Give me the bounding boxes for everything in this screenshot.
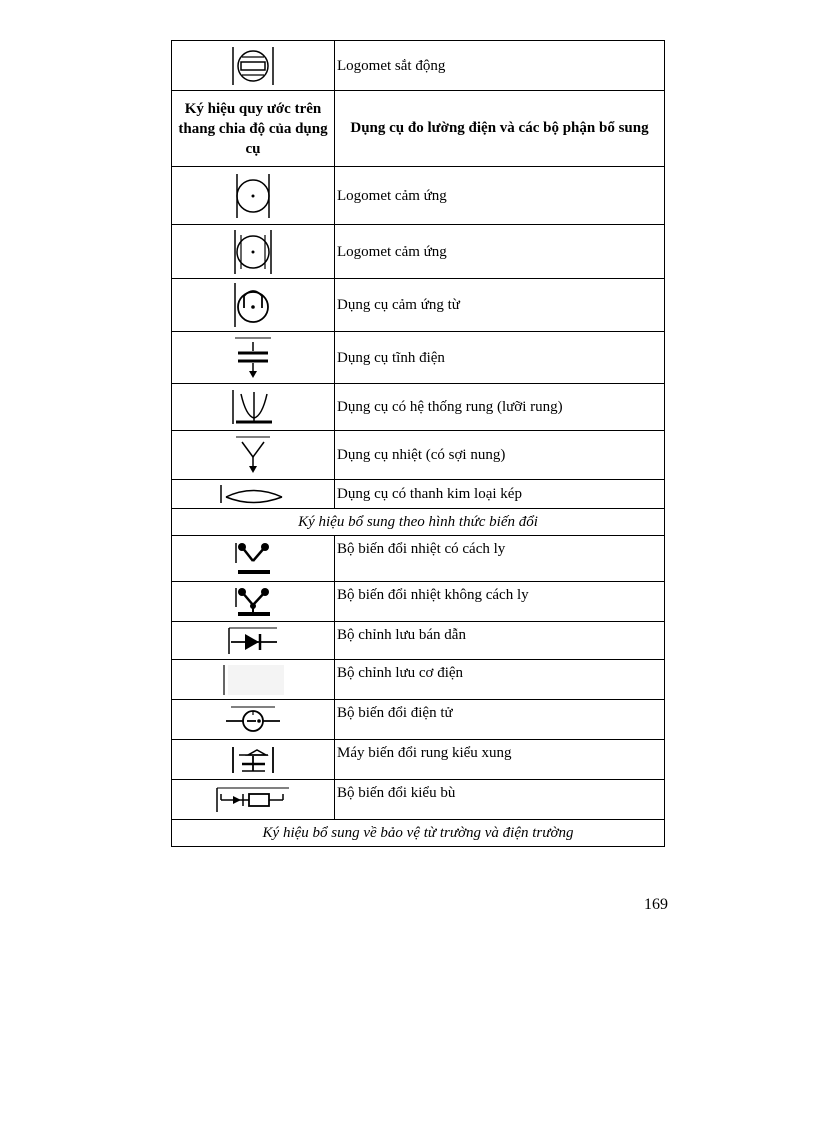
bien-doi-rung-xung-icon (228, 743, 278, 777)
desc-column-header: Dụng cụ đo lường điện và các bộ phận bổ sung (335, 91, 665, 167)
symbol-cell (172, 582, 335, 622)
symbol-cell (172, 431, 335, 480)
chinh-luu-ban-dan-icon (225, 626, 281, 656)
table-row (172, 536, 665, 582)
bien-doi-nhiet-khong-cach-ly-icon (228, 585, 278, 619)
logomet-sat-dong-icon (228, 46, 278, 86)
section-row (172, 820, 665, 847)
table-row (172, 740, 665, 780)
bien-doi-nhiet-cach-ly-icon (228, 539, 278, 579)
table-row (172, 279, 665, 332)
symbol-cell (172, 41, 335, 91)
he-thong-rung-icon (228, 386, 278, 428)
logomet-cam-ung-2-icon (228, 229, 278, 275)
symbol-cell (172, 700, 335, 740)
desc-cell: Logomet cảm ứng (335, 225, 665, 279)
bien-doi-dien-tu-icon (223, 704, 283, 736)
symbol-table (171, 40, 665, 847)
desc-cell: Dụng cụ có hệ thống rung (lưỡi rung) (335, 384, 665, 431)
desc-cell: Dụng cụ có thanh kim loại kép (335, 480, 665, 509)
table-row (172, 700, 665, 740)
desc-cell: Bộ biến đổi điện tử (335, 700, 665, 740)
desc-cell: Dụng cụ cảm ứng từ (335, 279, 665, 332)
desc-cell: Bộ biến đổi kiểu bù (335, 780, 665, 820)
desc-cell: Bộ chỉnh lưu cơ điện (335, 660, 665, 700)
table-row (172, 780, 665, 820)
desc-cell: Dụng cụ tĩnh điện (335, 332, 665, 384)
table-row (172, 480, 665, 509)
table-row (172, 431, 665, 480)
table-row (172, 384, 665, 431)
section-heading: Ký hiệu bổ sung theo hình thức biến đổi (172, 509, 665, 536)
table-row (172, 167, 665, 225)
symbol-cell (172, 536, 335, 582)
symbol-cell (172, 167, 335, 225)
desc-cell: Bộ chỉnh lưu bán dẫn (335, 622, 665, 660)
section-heading: Ký hiệu bổ sung về bảo vệ từ trường và điện trường (172, 820, 665, 847)
section-row (172, 509, 665, 536)
nhiet-icon (228, 434, 278, 476)
symbol-cell (172, 384, 335, 431)
desc-cell: Bộ biến đổi nhiệt không cách ly (335, 582, 665, 622)
symbol-cell (172, 740, 335, 780)
table-row (172, 622, 665, 660)
symbol-cell (172, 480, 335, 509)
logomet-cam-ung-1-icon (228, 173, 278, 219)
desc-cell: Logomet cảm ứng (335, 167, 665, 225)
symbol-cell (172, 660, 335, 700)
chinh-luu-co-dien-icon (218, 663, 288, 697)
table-row (172, 660, 665, 700)
desc-cell: Bộ biến đổi nhiệt có cách ly (335, 536, 665, 582)
header-row (172, 91, 665, 167)
symbol-cell (172, 279, 335, 332)
table-row (172, 41, 665, 91)
table-row (172, 225, 665, 279)
page-number: 169 (644, 896, 668, 913)
table-row (172, 582, 665, 622)
symbol-cell (172, 622, 335, 660)
desc-cell: Logomet sắt động (335, 41, 665, 91)
desc-cell: Dụng cụ nhiệt (có sợi nung) (335, 431, 665, 480)
table-row (172, 332, 665, 384)
symbol-cell (172, 332, 335, 384)
bien-doi-kieu-bu-icon (213, 785, 293, 815)
symbol-column-header: Ký hiệu quy ước trên thang chia độ của dụng cụ (172, 91, 335, 167)
symbol-cell (172, 780, 335, 820)
desc-cell: Máy biến đổi rung kiểu xung (335, 740, 665, 780)
symbol-cell (172, 225, 335, 279)
cam-ung-tu-icon (228, 282, 278, 328)
tinh-dien-icon (228, 335, 278, 381)
thanh-kim-loai-kep-icon (218, 482, 288, 506)
